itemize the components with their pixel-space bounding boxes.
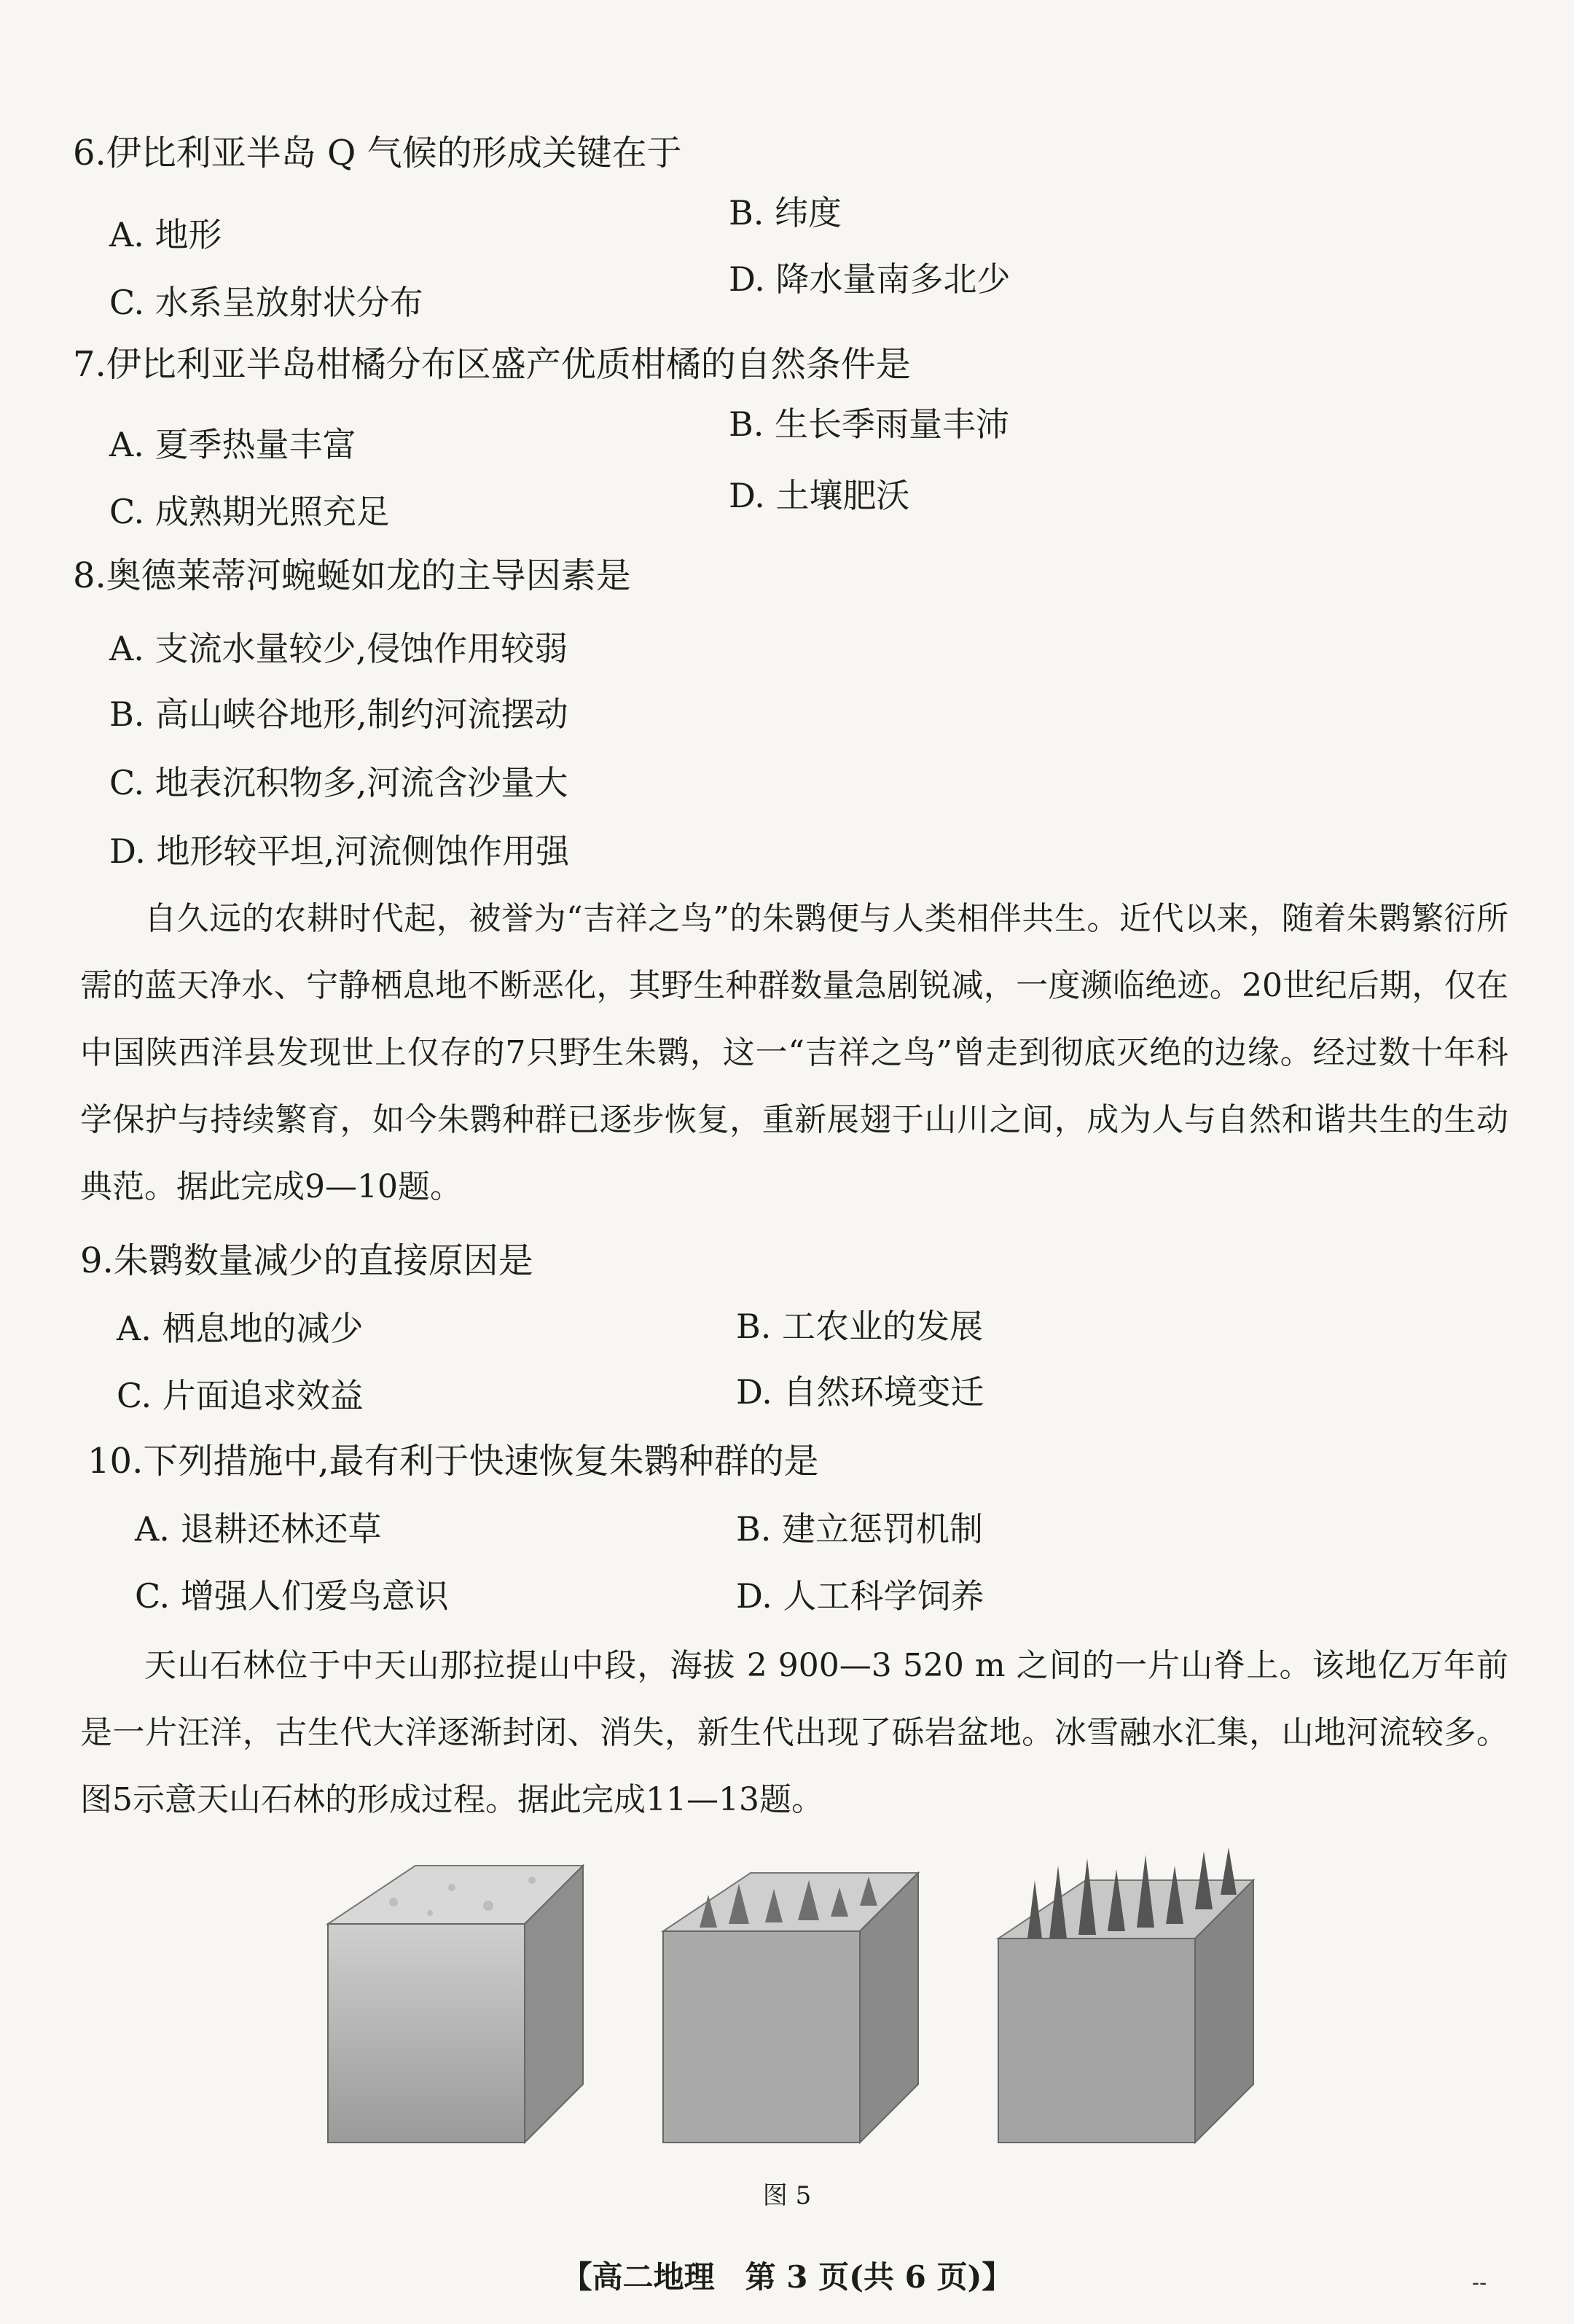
stone-forest-stage-2-diagram <box>641 1836 933 2150</box>
corner-mark: -- <box>1472 2270 1487 2296</box>
question-10-option-a: A. 退耕还林还草 <box>135 1509 382 1549</box>
question-9-stem: 9.朱鹮数量减少的直接原因是 <box>80 1240 533 1281</box>
stone-forest-stage-1-diagram <box>306 1836 598 2150</box>
page-footer: 【高二地理 第 3 页(共 6 页)】 <box>561 2259 1013 2295</box>
question-8-stem: 8.奥德莱蒂河蜿蜒如龙的主导因素是 <box>73 555 631 596</box>
question-7-option-c: C. 成熟期光照充足 <box>109 492 390 531</box>
passage-tianshan-stone-forest <box>80 1632 1508 1834</box>
question-10-option-b: B. 建立惩罚机制 <box>736 1509 984 1549</box>
question-7-option-d: D. 土壤肥沃 <box>729 476 910 515</box>
question-10-option-c: C. 增强人们爱鸟意识 <box>135 1576 449 1616</box>
question-7-option-a: A. 夏季热量丰富 <box>109 425 356 464</box>
question-6-stem: 6.伊比利亚半岛 Q 气候的形成关键在于 <box>73 133 682 173</box>
passage-crested-ibis-text: 自久远的农耕时代起，被誉为“吉祥之鸟”的朱鹮便与人类相伴共生。近代以来，随着朱鹮繁衍所需的蓝天净水、宁静栖息地不断恶化，其野生种群数量急剧锐减，一度濒临绝迹。20世纪后期，仅在中国陕西洋县发现世上仅存的7只野生朱鹮，这一“吉祥之鸟”曾走到彻底灭绝的边缘。经过数十年科学保护与持续繁育，如今朱鹮种群已逐步恢复，重新展翅于山川之间，成为人与自然和谐共生的生动典范。据此完成9—10题。 <box>80 900 1508 1205</box>
stone-forest-stage-3-diagram <box>976 1836 1268 2150</box>
question-8-option-a: A. 支流水量较少,侵蚀作用较弱 <box>109 629 568 668</box>
question-6-option-c: C. 水系呈放射状分布 <box>109 283 423 322</box>
passage-crested-ibis <box>80 885 1508 1221</box>
question-7-option-b: B. 生长季雨量丰沛 <box>729 404 1010 444</box>
question-10-option-d: D. 人工科学饲养 <box>736 1576 984 1616</box>
question-8-option-b: B. 高山峡谷地形,制约河流摆动 <box>109 695 568 734</box>
question-6-option-a: A. 地形 <box>109 215 222 254</box>
question-8-option-c: C. 地表沉积物多,河流含沙量大 <box>109 763 568 802</box>
question-10-stem: 10.下列措施中,最有利于快速恢复朱鹮种群的是 <box>87 1441 819 1482</box>
question-9-option-a: A. 栖息地的减少 <box>117 1309 364 1348</box>
question-9-option-d: D. 自然环境变迁 <box>736 1372 984 1412</box>
passage-tianshan-text: 天山石林位于中天山那拉提山中段，海拔 2 900—3 520 m 之间的一片山脊上。该地亿万年前是一片汪洋，古生代大洋逐渐封闭、消失，新生代出现了砾岩盆地。冰雪融水汇集，山地河流较多。图5示意天山石林的形成过程。据此完成11—13题。 <box>80 1647 1508 1818</box>
question-7-stem: 7.伊比利亚半岛柑橘分布区盛产优质柑橘的自然条件是 <box>73 344 911 385</box>
question-6-option-b: B. 纬度 <box>729 193 842 232</box>
question-6-option-d: D. 降水量南多北少 <box>729 259 1011 299</box>
question-8-option-d: D. 地形较平坦,河流侧蚀作用强 <box>109 832 570 871</box>
question-9-option-b: B. 工农业的发展 <box>736 1307 984 1346</box>
question-9-option-c: C. 片面追求效益 <box>117 1376 364 1415</box>
figure-5 <box>0 1836 1574 2150</box>
figure-5-caption: 图 5 <box>762 2181 812 2210</box>
